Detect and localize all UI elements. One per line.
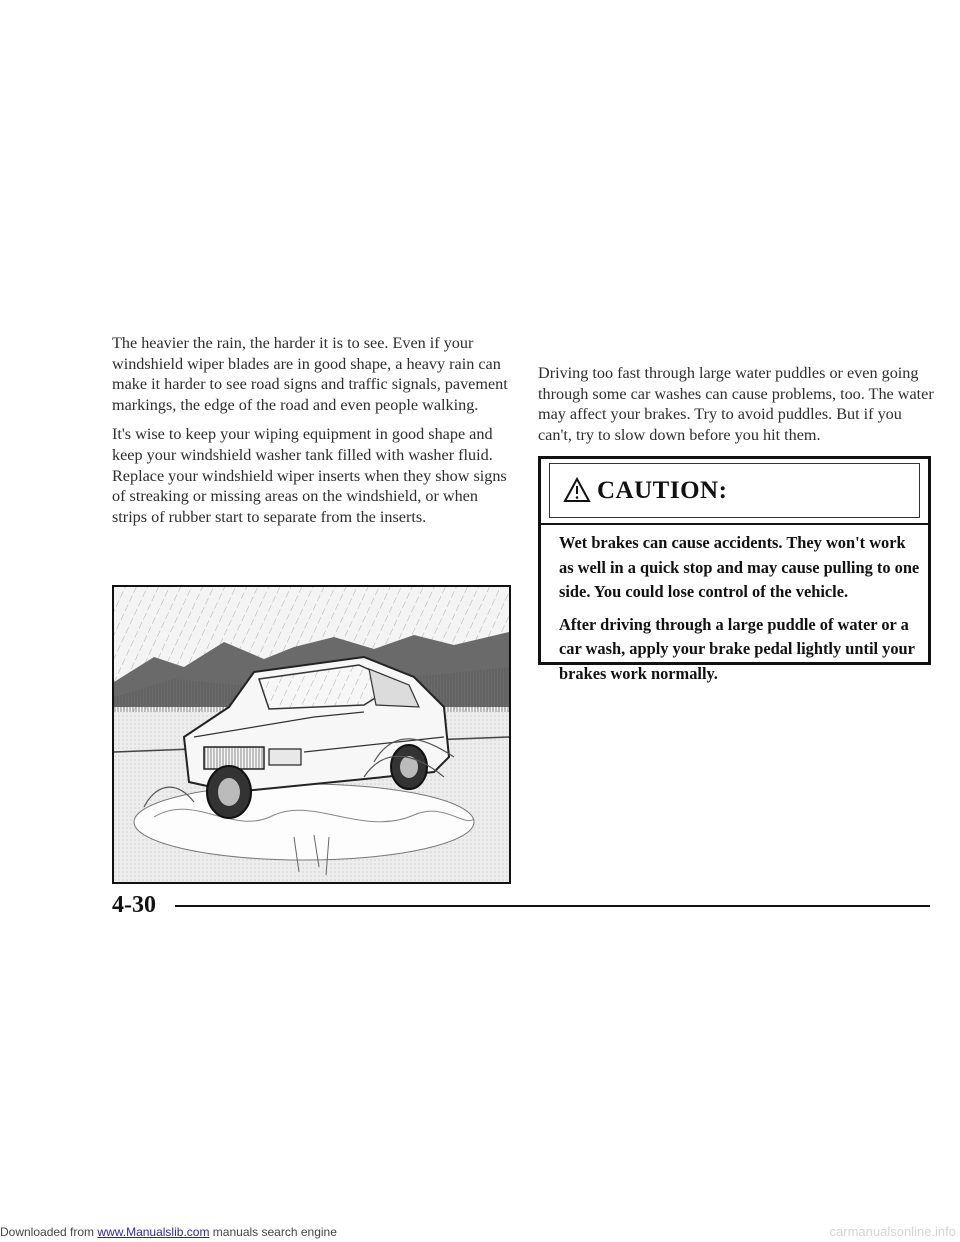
caution-paragraph-wet-brakes: Wet brakes can cause accidents. They won't work as well in a quick stop and may cause pulling to one side. You could lose control of the vehicle. bbox=[559, 533, 920, 601]
right-column bbox=[538, 363, 938, 454]
paragraph-heavy-rain: The heavier the rain, the harder it is to see. Even if your windshield wiper blades are in good shape, a heavy rain can make it harder to see road signs and traffic signals, pavement markings, the edge of the road and even people walking. bbox=[112, 334, 508, 414]
watermark: carmanualsonline.info bbox=[829, 1224, 956, 1239]
caution-title: CAUTION: bbox=[597, 477, 728, 504]
paragraph-water-puddles: Driving too fast through large water puddles or even going through some car washes can cause problems, too. The water may affect your brakes. Try to avoid puddles. But if you can't, try to slow down before you hit them. bbox=[538, 364, 934, 444]
illustration-svg bbox=[114, 587, 509, 882]
caution-box bbox=[538, 456, 931, 683]
page-number: 4-30 bbox=[112, 892, 156, 918]
paragraph-wiping-equipment: It's wise to keep your wiping equipment in good shape and keep your windshield washer tank filled with washer fluid. Replace your windshield wiper inserts when they show signs of streaking or missing areas on the windshield, or when strips of rubber start to separate from the inserts. bbox=[112, 425, 507, 526]
caution-paragraph-apply-brake: After driving through a large puddle of water or a car wash, apply your brake pedal lightly until your brakes work normally. bbox=[559, 614, 915, 683]
warning-triangle-icon bbox=[563, 477, 591, 503]
download-suffix: manuals search engine bbox=[212, 1225, 337, 1239]
caution-header bbox=[541, 459, 928, 525]
vehicle-puddle-illustration bbox=[112, 585, 511, 884]
left-column bbox=[112, 333, 516, 536]
download-prefix: Downloaded from bbox=[0, 1225, 95, 1239]
download-bar bbox=[0, 1225, 337, 1239]
manualslib-link[interactable]: www.Manualslib.com bbox=[97, 1225, 210, 1239]
footer-rule bbox=[175, 905, 930, 907]
caution-body bbox=[559, 531, 924, 694]
